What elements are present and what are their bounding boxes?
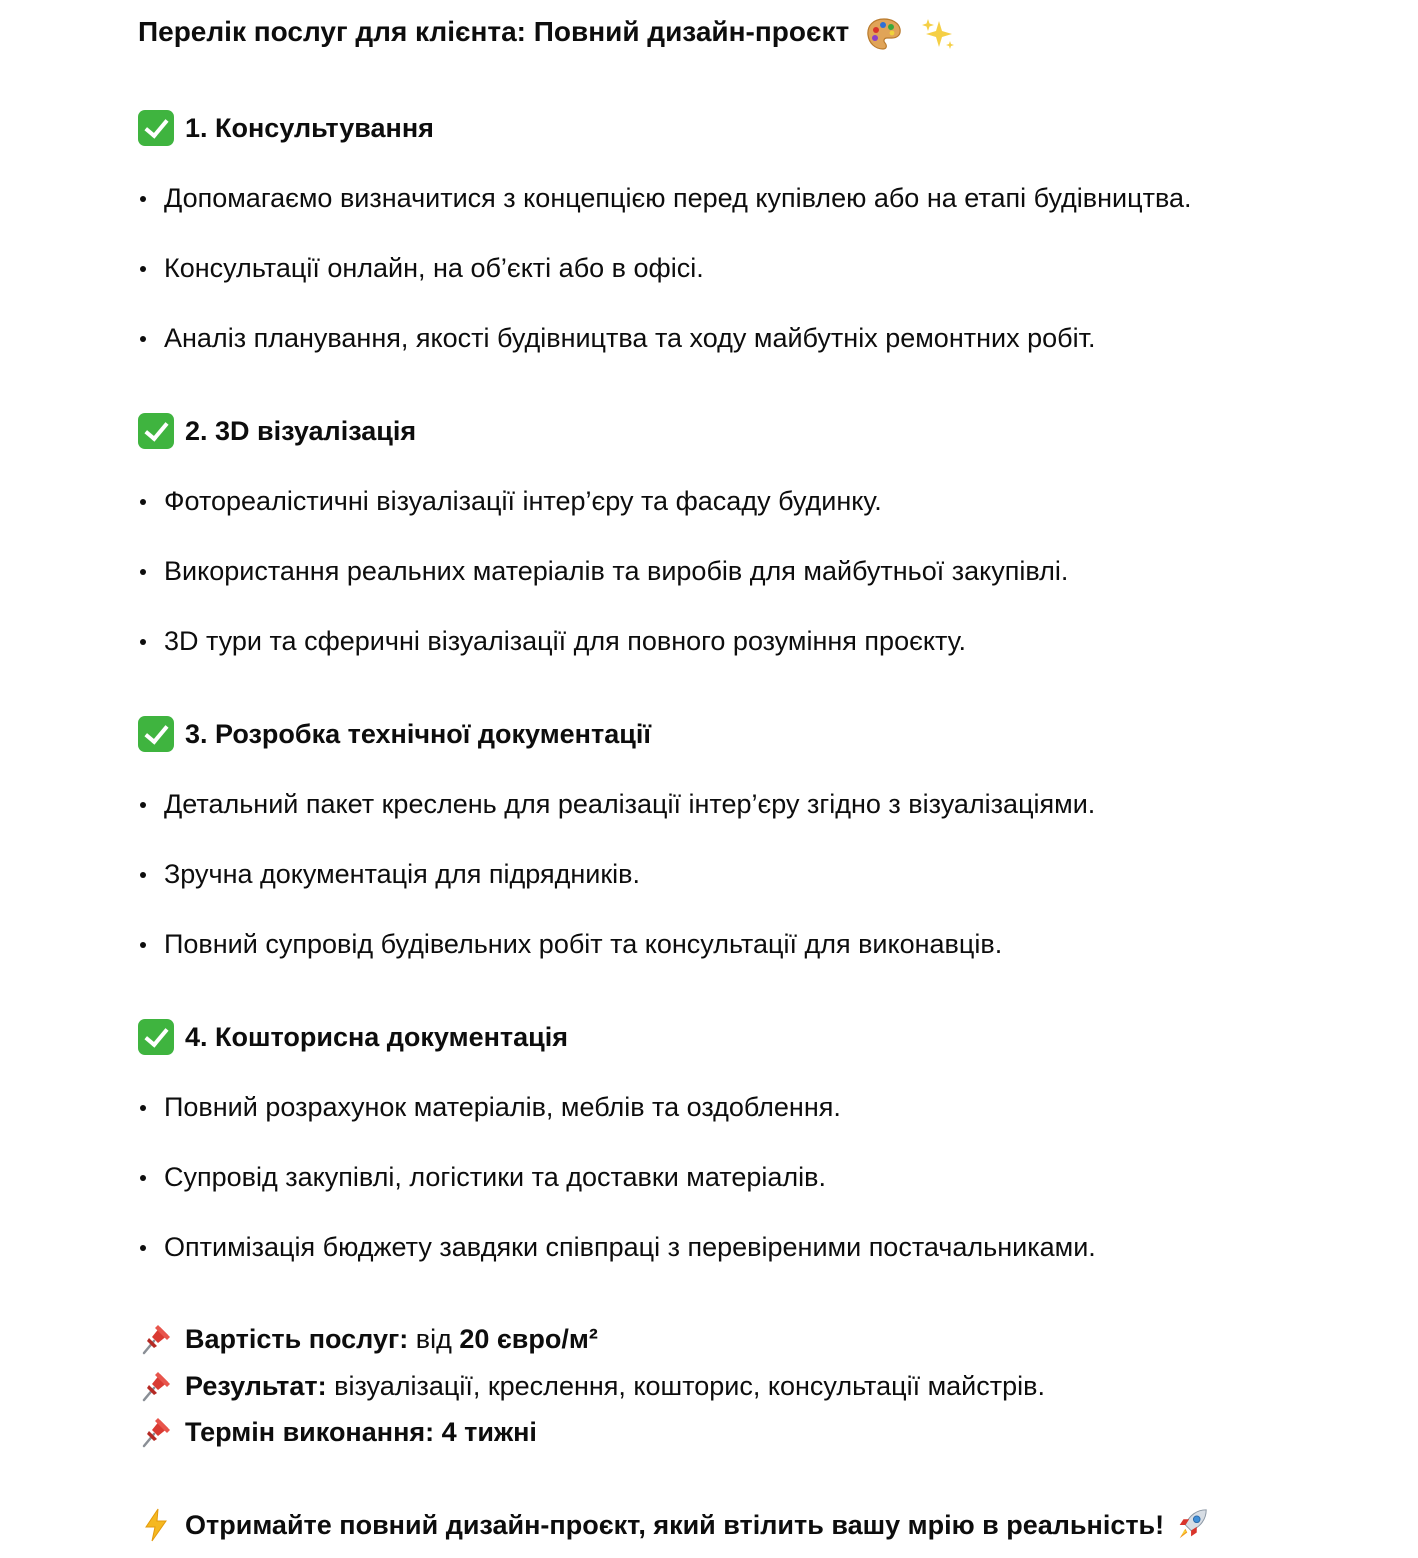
price-line (138, 1319, 598, 1359)
page-title (138, 12, 957, 53)
check-mark-icon (138, 413, 174, 449)
section-heading-3d-visualization (138, 411, 416, 451)
rocket-icon (1174, 1506, 1212, 1544)
page-title-text: Перелік послуг для клієнта: Повний дизайн-проєкт (138, 16, 850, 47)
bullet-icon (140, 336, 146, 342)
list-item-text: Використання реальних матеріалів та виробів для майбутньої закупівлі. (164, 556, 1069, 586)
list-item-text: 3D тури та сферичні візуалізації для повного розуміння проєкту. (164, 626, 966, 656)
term-value: 4 тижні (434, 1417, 537, 1447)
bullet-icon (140, 569, 146, 575)
term-line (138, 1412, 537, 1452)
bullet-icon (140, 1175, 146, 1181)
bullet-icon (140, 872, 146, 878)
call-to-action (138, 1505, 1212, 1545)
call-to-action-text: Отримайте повний дизайн-проєкт, який втілить вашу мрію в реальність! (185, 1510, 1165, 1540)
bullet-icon (140, 499, 146, 505)
pushpin-icon (138, 1321, 174, 1357)
section-heading-technical-docs (138, 714, 651, 754)
bullet-icon (140, 802, 146, 808)
list-item-text: Оптимізація бюджету завдяки співпраці з перевіреними постачальниками. (164, 1232, 1096, 1262)
section-heading-estimate-docs (138, 1017, 568, 1057)
check-mark-icon (138, 1019, 174, 1055)
section-heading-text: 2. 3D візуалізація (185, 416, 417, 446)
bullet-icon (140, 1245, 146, 1251)
bullet-icon (140, 266, 146, 272)
palette-icon (865, 15, 903, 53)
list-item-text: Повний супровід будівельних робіт та консультації для виконавців. (164, 929, 1003, 959)
bullet-icon (140, 942, 146, 948)
list-item-text: Консультації онлайн, на об’єкті або в офісі. (164, 253, 704, 283)
section-heading-text: 3. Розробка технічної документації (185, 719, 651, 749)
list-item-text: Фотореалістичні візуалізації інтер’єру та фасаду будинку. (164, 486, 882, 516)
list-item-text: Зручна документація для підрядників. (164, 859, 640, 889)
list-item-text: Аналіз планування, якості будівництва та ходу майбутніх ремонтних робіт. (164, 323, 1096, 353)
section-heading-consulting (138, 108, 434, 148)
lightning-icon (138, 1507, 174, 1543)
term-label: Термін виконання: (185, 1417, 435, 1447)
list-item-text: Супровід закупівлі, логістики та доставки матеріалів. (164, 1162, 826, 1192)
price-value: 20 євро/м² (459, 1324, 598, 1354)
result-label: Результат: (185, 1371, 327, 1401)
sparkles-icon (919, 15, 957, 53)
price-label: Вартість послуг: (185, 1324, 409, 1354)
bullet-icon (140, 196, 146, 202)
result-line (138, 1366, 1045, 1406)
bullet-icon (140, 639, 146, 645)
list-item-text: Детальний пакет креслень для реалізації інтер’єру згідно з візуалізаціями. (164, 789, 1096, 819)
list-item-text: Повний розрахунок матеріалів, меблів та оздоблення. (164, 1092, 841, 1122)
pushpin-icon (138, 1368, 174, 1404)
bullet-icon (140, 1105, 146, 1111)
section-heading-text: 4. Кошторисна документація (185, 1022, 568, 1052)
list-item-text: Допомагаємо визначитися з концепцією перед купівлею або на етапі будівництва. (164, 183, 1192, 213)
check-mark-icon (138, 716, 174, 752)
price-prefix: від (408, 1324, 460, 1354)
pushpin-icon (138, 1414, 174, 1450)
result-value: візуалізації, креслення, кошторис, консультації майстрів. (326, 1371, 1045, 1401)
section-heading-text: 1. Консультування (185, 113, 434, 143)
check-mark-icon (138, 110, 174, 146)
